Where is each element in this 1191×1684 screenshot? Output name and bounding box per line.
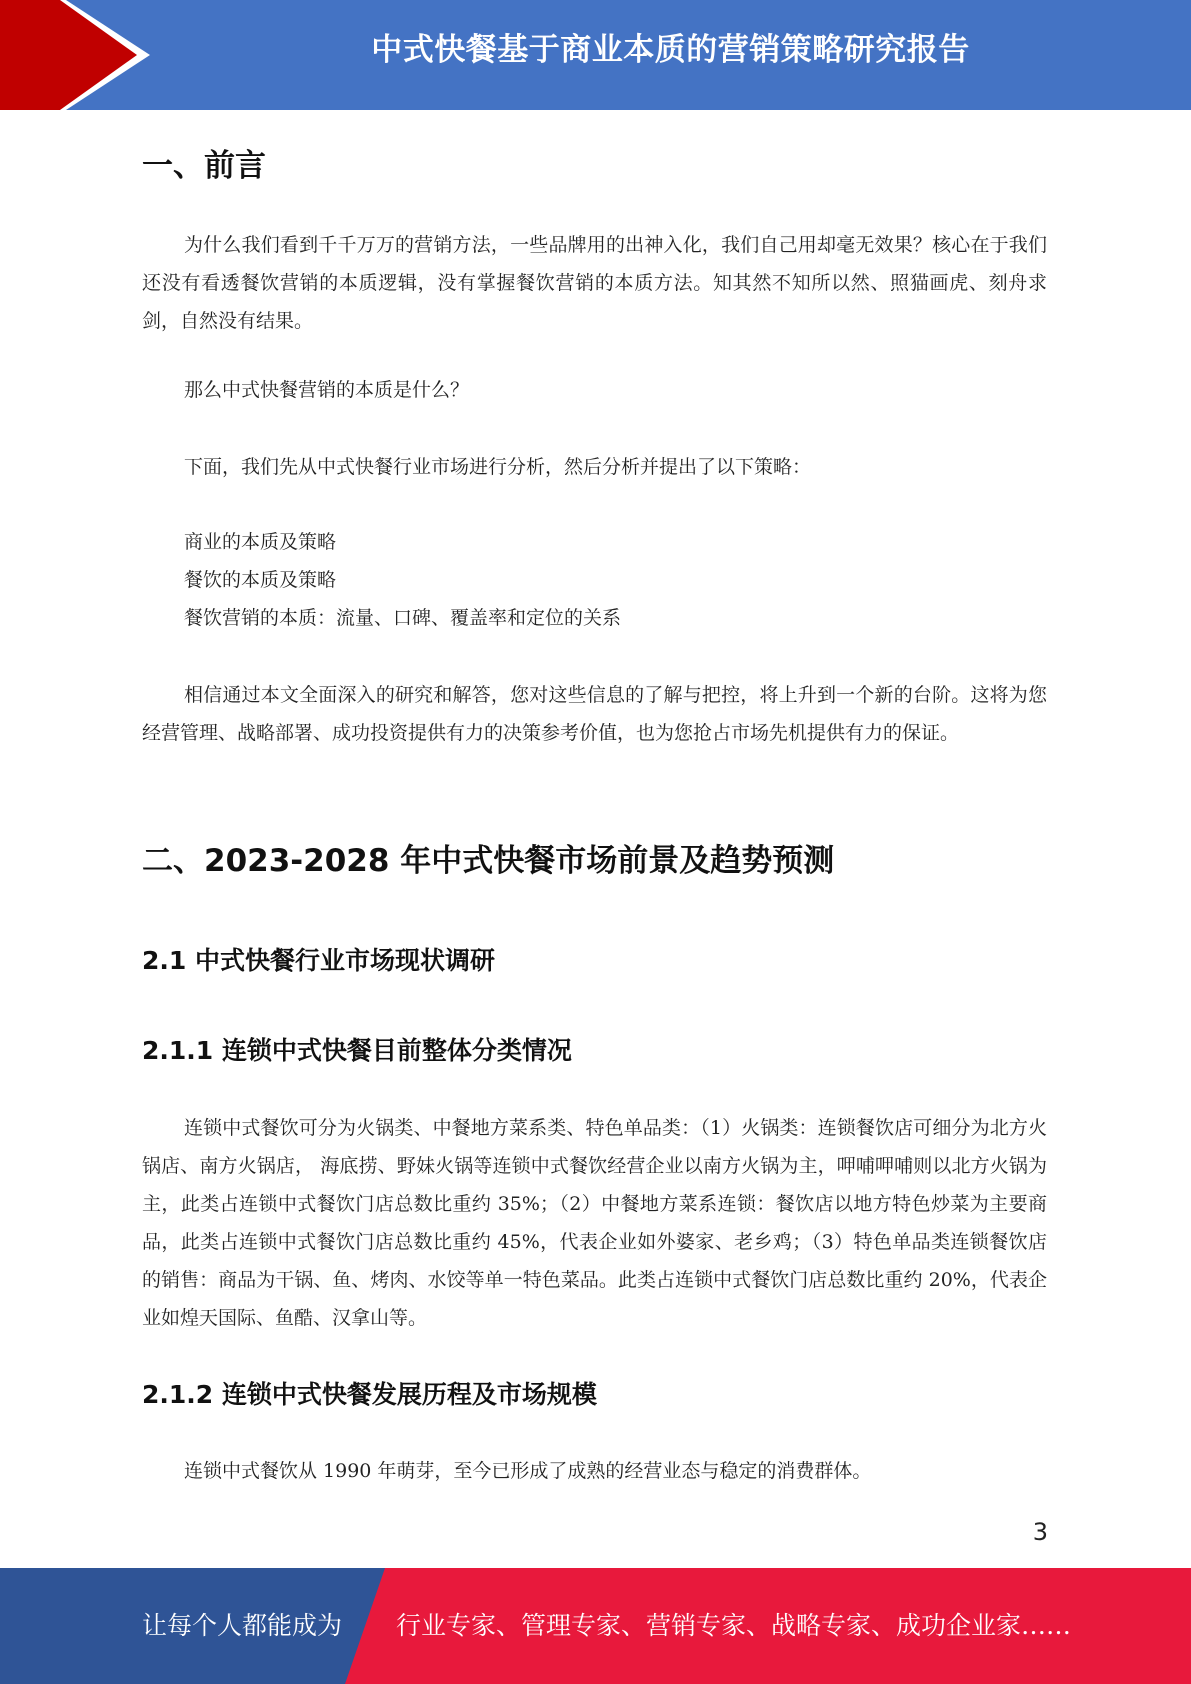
paragraph: 为什么我们看到千千万万的营销方法，一些品牌用的出神入化，我们自己用却毫无效果？核心在于我们还没有看透餐饮营销的本质逻辑，没有掌握餐饮营销的本质方法。知其然不知所以然、照猫画虎、刻舟求剑，自然没有结果。 — [142, 234, 1047, 332]
page-number: 3 — [1032, 1518, 1048, 1546]
footer-banner — [0, 1568, 1191, 1684]
section-heading-preface: 一、前言 — [142, 148, 266, 184]
list-item: 商业的本质及策略 — [184, 531, 337, 553]
subsection-heading: 2.1.1 连锁中式快餐目前整体分类情况 — [142, 1036, 572, 1065]
paragraph: 那么中式快餐营销的本质是什么？ — [184, 379, 470, 401]
paragraph: 下面，我们先从中式快餐行业市场进行分析，然后分析并提出了以下策略： — [184, 456, 812, 478]
footer-slogan: 让每个人都能成为 — [142, 1611, 343, 1640]
list-item: 餐饮的本质及策略 — [184, 569, 337, 591]
footer-tagline: 行业专家、管理专家、营销专家、战略专家、成功企业家…… — [396, 1611, 1072, 1640]
section-heading-forecast: 二、2023-2028 年中式快餐市场前景及趋势预测 — [142, 843, 835, 879]
subsection-heading: 2.1 中式快餐行业市场现状调研 — [142, 946, 495, 975]
paragraph: 连锁中式餐饮从 1990 年萌芽，至今已形成了成熟的经营业态与稳定的消费群体。 — [184, 1460, 872, 1482]
header-banner — [0, 0, 1191, 110]
list-item: 餐饮营销的本质：流量、口碑、覆盖率和定位的关系 — [184, 607, 622, 629]
paragraph: 相信通过本文全面深入的研究和解答，您对这些信息的了解与把控，将上升到一个新的台阶。这将为您经营管理、战略部署、成功投资提供有力的决策参考价值，也为您抢占市场先机提供有力的保证。 — [142, 684, 1047, 744]
report-title: 中式快餐基于商业本质的营销策略研究报告 — [371, 32, 970, 68]
subsection-heading: 2.1.2 连锁中式快餐发展历程及市场规模 — [142, 1380, 597, 1409]
paragraph: 连锁中式餐饮可分为火锅类、中餐地方菜系类、特色单品类：（1）火锅类：连锁餐饮店可细分为北方火锅店、南方火锅店， 海底捞、野妹火锅等连锁中式餐饮经营企业以南方火锅为主，呷哺呷哺则以北方火锅为主，此类占连锁中式餐饮门店总数比重约 35%；（2）中餐地方菜系连锁：餐饮店以地方特色炒菜为主要商品，此类占连锁中式餐饮门店总数比重约 45%，代表企业如外婆家、老乡鸡；（3）特色单品类连锁餐饮店的销售：商品为干锅、鱼、烤肉、水饺等单一特色菜品。此类占连锁中式餐饮门店总数比重约 20%，代表企业如煌天国际、鱼酷、汉拿山等。 — [142, 1117, 1047, 1329]
